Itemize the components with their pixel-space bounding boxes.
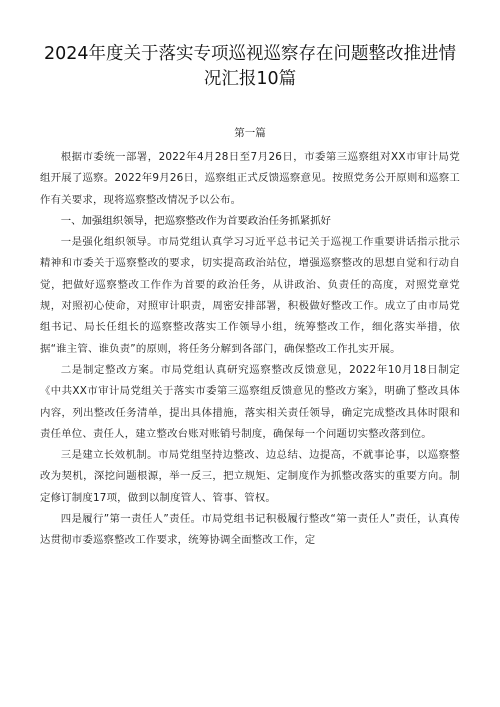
paragraph-plan: 二是制定整改方案。市局党组认真研究巡察整改反馈意见，2022年10月18日制定《中共XX市审计局党组关于落实市委第三巡察组反馈意见的整改方案》，明确了整改具体内容，列出整改任务清单，提出具体措施，落实相关责任领导，确定完成整改具体时限和责任单位、责任人，建立整改台账对账销号制度，确保每一个问题切实整改落到位。 (40, 363, 460, 440)
section-label: 第一篇 (234, 127, 266, 139)
paragraph-organization: 一是强化组织领导。市局党组认真学习习近平总书记关于巡视工作重要讲话指示批示精神和市委关于巡察整改的要求，切实提高政治站位，增强巡察整改的思想自觉和行动自觉，把做好巡察整改工作作为首要的政治任务，从讲政治、负责任的高度，对照党章党规，对照初心使命，对照审计职责，周密安排部署，积极做好整改工作。成立了由市局党组书记、局长任组长的巡察整改落实工作领导小组，统筹整改工作，细化落实举措，依据“谁主管、谁负责”的原则，将任务分解到各部门，确保整改工作扎实开展。 (40, 236, 460, 355)
document-title (40, 42, 460, 92)
title-line-1: 2024年度关于落实专项巡视巡察存在问题整改推进情 (43, 44, 457, 64)
title-line-2: 况汇报10篇 (203, 69, 297, 89)
paragraph-responsibility: 四是履行”第一责任人”责任。市局党组书记积极履行整改“第一责任人”责任，认真传达贯彻市委巡察整改工作要求，统筹协调全面整改工作，定 (40, 513, 460, 547)
intro-paragraph: 根据市委统一部署，2022年4月28日至7月26日，市委第三巡察组对XX市审计局党组开展了巡察。2022年9月26日，巡察组正式反馈巡察意见。按照党务公开原则和巡察工作有关要求，现将巡察整改情况予以公布。 (40, 151, 460, 206)
paragraph-mechanism: 三是建立长效机制。市局党组坚持边整改、边总结、边提高，不就事论事，以巡察整改为契机，深挖问题根源，举一反三，把立规矩、定制度作为抓整改落实的重要方向。制定修订制度17项，做到以制度管人、管事、管权。 (40, 449, 460, 504)
section-heading: 一、加强组织领导，把巡察整改作为首要政治任务抓紧抓好 (60, 214, 331, 227)
